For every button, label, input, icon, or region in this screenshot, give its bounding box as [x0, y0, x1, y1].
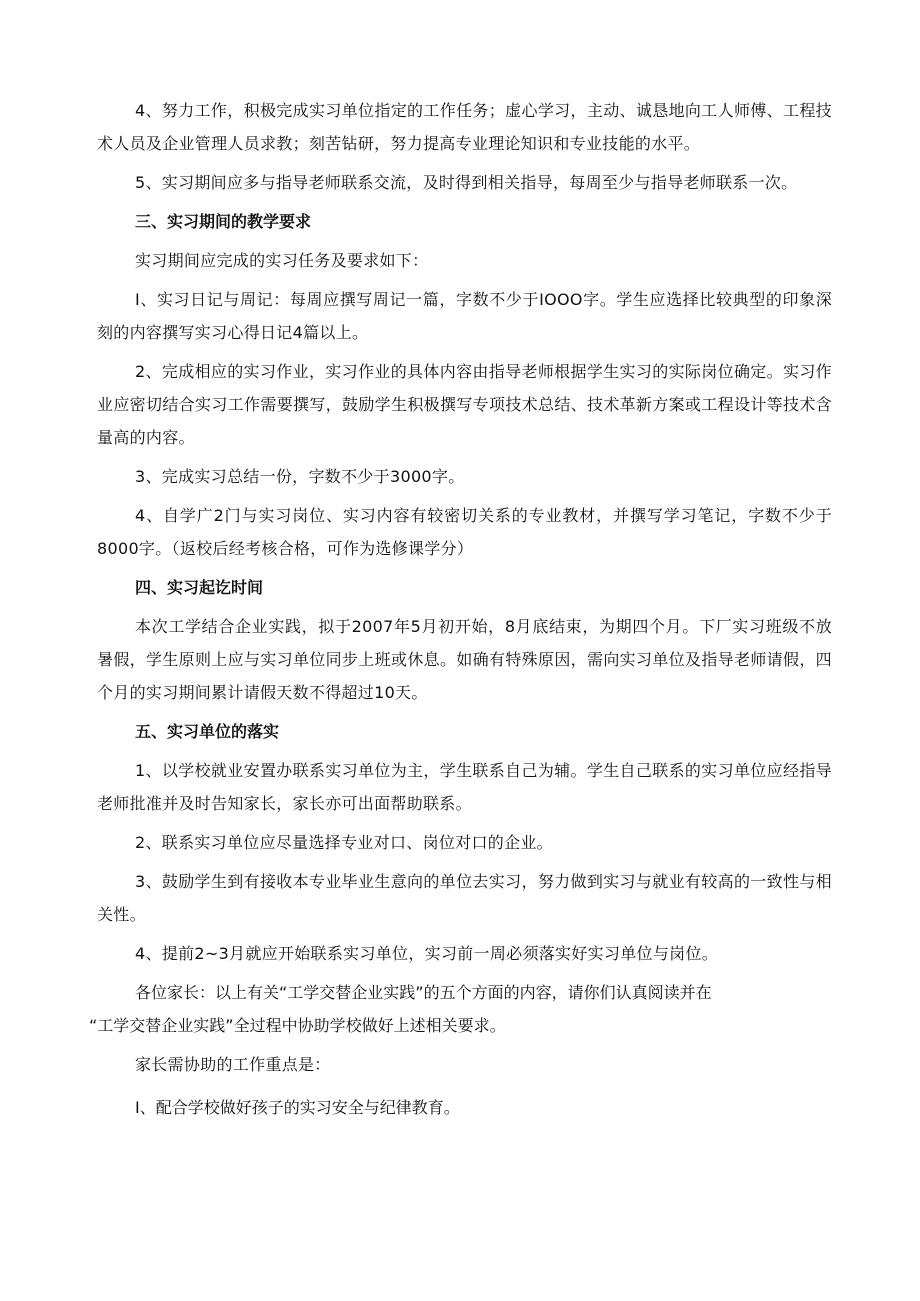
paragraph: 5、实习期间应多与指导老师联系交流，及时得到相关指导，每周至少与指导老师联系一次。 [135, 173, 798, 192]
paragraph: 4、自学广2门与实习岗位、实习内容有较密切关系的专业教材，并撰写学习笔记，字数不少于8000字。（返校后经考核合格，可作为选修课学分） [97, 506, 832, 558]
paragraph: I、实习日记与周记：每周应撰写周记一篇，字数不少于IOOO字。学生应选择比较典型的印象深刻的内容撰写实习心得日记4篇以上。 [97, 290, 832, 342]
paragraph: 2、联系实习单位应尽量选择专业对口、岗位对口的企业。 [135, 833, 553, 852]
section-heading: 三、实习期间的教学要求 [135, 212, 312, 231]
focus-item: I、配合学校做好孩子的实习安全与纪律教育。 [135, 1098, 460, 1117]
parents-note [89, 976, 832, 1042]
paragraph: 1、以学校就业安置办联系实习单位为主，学生联系自己为辅。学生自己联系的实习单位应经指导老师批准并及时告知家长，家长亦可出面帮助联系。 [97, 761, 832, 813]
paragraph: 本次工学结合企业实践，拟于2007年5月初开始，8月底结束，为期四个月。下厂实习班级不放暑假，学生原则上应与实习单位同步上班或休息。如确有特殊原因，需向实习单位及指导老师请假，四个月的实习期间累计请假天数不得超过10天。 [97, 617, 832, 702]
parents-note-line: 各位家长：以上有关“工学交替企业实践”的五个方面的内容，请你们认真阅读并在 [135, 983, 712, 1002]
section-heading: 四、实习起讫时间 [135, 578, 264, 597]
paragraph: 2、完成相应的实习作业，实习作业的具体内容由指导老师根据学生实习的实际岗位确定。实习作业应密切结合实习工作需要撰写，鼓励学生积极撰写专项技术总结、技术革新方案或工程设计等技术含量高的内容。 [97, 362, 832, 447]
paragraph: 4、提前2~3月就应开始联系实习单位，实习前一周必须落实好实习单位与岗位。 [135, 944, 719, 963]
section-heading: 五、实习单位的落实 [135, 722, 280, 741]
paragraph: 4、努力工作，积极完成实习单位指定的工作任务；虚心学习，主动、诚恳地向工人师傅、工程技术人员及企业管理人员求教；刻苦钻研，努力提高专业理论知识和专业技能的水平。 [97, 101, 832, 153]
focus-title: 家长需协助的工作重点是： [135, 1055, 331, 1074]
paragraph: 3、完成实习总结一份，字数不少于3000字。 [135, 467, 465, 486]
document-page [89, 94, 832, 1130]
paragraph: 3、鼓励学生到有接收本专业毕业生意向的单位去实习，努力做到实习与就业有较高的一致性与相关性。 [97, 872, 832, 924]
paragraph: 实习期间应完成的实习任务及要求如下： [135, 251, 429, 270]
parents-note-line: “工学交替企业实践”全过程中协助学校做好上述相关要求。 [89, 1016, 506, 1035]
